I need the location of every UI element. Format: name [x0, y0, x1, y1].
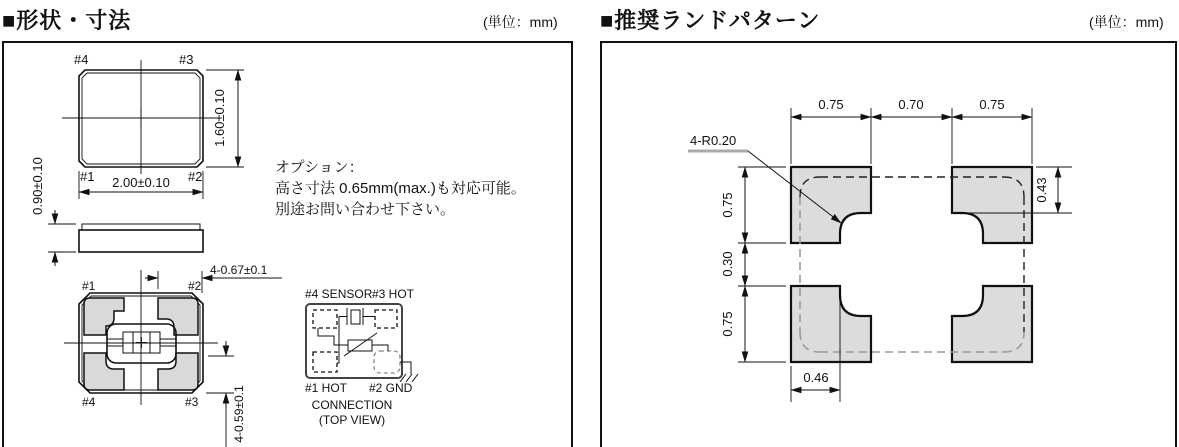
land-dim-left-top: 0.75 — [720, 192, 735, 218]
bottom-view-pad1 — [84, 298, 124, 335]
land-unit-label: (単位：mm) — [1089, 14, 1164, 30]
connection-caption-view: (TOP VIEW) — [318, 413, 386, 427]
top-view-pin2-label: #2 — [188, 169, 203, 184]
connection-diagram — [305, 287, 418, 427]
shape-unit-label: (単位：mm) — [483, 14, 558, 30]
land-pad-bottom-right — [952, 286, 1032, 362]
land-dim-left-bottom: 0.75 — [720, 311, 735, 337]
crystal-blank-symbol — [107, 332, 176, 353]
option-note-line3: 別途お問い合わせ下さい。 — [275, 201, 456, 218]
top-view-pin4-label: #4 — [74, 52, 89, 67]
option-note-line1: オプション： — [275, 159, 364, 176]
side-view-height-dim: 0.90±0.10 — [30, 157, 45, 215]
bottom-view-pin4-label: #4 — [82, 395, 96, 409]
top-view-pin1-label: #1 — [80, 169, 95, 184]
land-pad-top-right — [952, 167, 1032, 243]
bottom-view-pad3 — [158, 353, 198, 390]
land-dim-top-left: 0.75 — [818, 97, 844, 112]
connection-label-hot1: #1 HOT — [305, 381, 348, 395]
land-pad-bottom-left — [791, 286, 871, 362]
top-view-width-dim: 2.00±0.10 — [112, 175, 170, 190]
bottom-view-pad-width-dim: 4-0.67±0.1 — [210, 263, 268, 277]
bottom-view-pin1-label: #1 — [82, 279, 96, 293]
bottom-view-pad-height-dim: 4-0.59±0.1 — [232, 385, 246, 443]
land-pattern-drawing — [688, 97, 1072, 402]
top-view-pin3-label: #3 — [179, 52, 194, 67]
connection-label-hot3: #3 HOT — [372, 287, 415, 301]
connection-label-gnd: #2 GND — [369, 381, 413, 395]
land-dim-left-mid: 0.30 — [720, 251, 735, 277]
package-bottom-view — [64, 263, 282, 447]
bottom-view-pin3-label: #3 — [185, 395, 199, 409]
top-view-height-dim: 1.60±0.10 — [212, 89, 227, 147]
connection-label-sensor: #4 SENSOR — [305, 287, 373, 301]
bottom-view-pad2 — [158, 298, 198, 335]
land-dim-top-center: 0.70 — [898, 97, 924, 112]
land-dim-bottom: 0.46 — [803, 370, 829, 385]
bottom-view-pin2-label: #2 — [188, 279, 202, 293]
connection-caption: CONNECTION — [311, 398, 393, 412]
land-section-title: ■推奨ランドパターン — [600, 8, 821, 33]
shape-section-title: ■形状・寸法 — [2, 8, 132, 33]
land-dim-radius: 4-R0.20 — [690, 133, 737, 148]
land-pad-top-left — [791, 167, 871, 243]
land-dim-right: 0.43 — [1034, 177, 1049, 203]
package-side-view — [30, 157, 203, 266]
bottom-view-pad4 — [84, 353, 124, 390]
option-note-line2: 高さ寸法 0.65mm(max.)も対応可能。 — [275, 180, 526, 197]
package-top-view — [62, 52, 244, 199]
land-dim-top-right: 0.75 — [979, 97, 1005, 112]
